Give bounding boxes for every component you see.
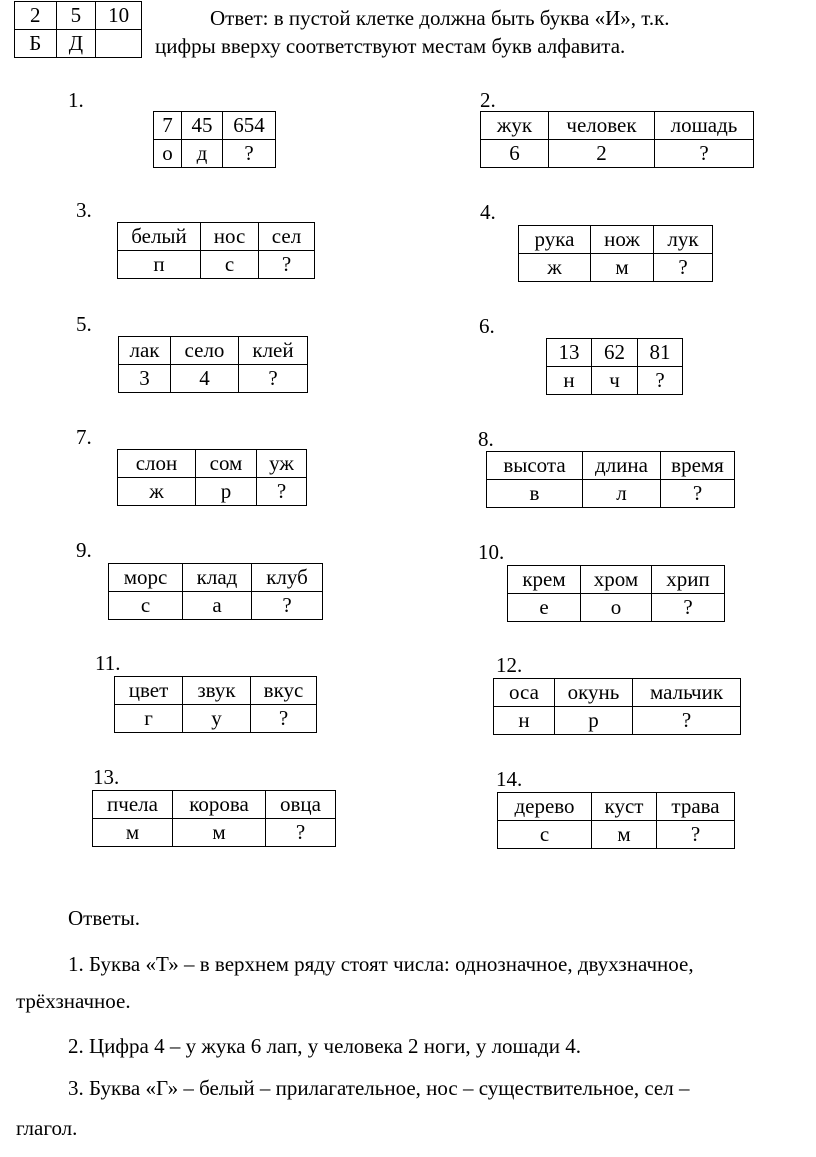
table-row xyxy=(487,452,735,480)
puzzle-table xyxy=(546,338,683,395)
table-cell: ? xyxy=(638,367,683,395)
table-cell: хром xyxy=(581,566,652,594)
puzzle-table xyxy=(117,222,315,279)
puzzle-number: 14. xyxy=(496,767,523,791)
puzzle-table xyxy=(118,336,308,393)
puzzle-number: 7. xyxy=(76,425,92,449)
table-cell: звук xyxy=(183,677,251,705)
puzzle-table xyxy=(117,449,307,506)
table-cell: л xyxy=(583,480,661,508)
table-row xyxy=(494,707,741,735)
table-row xyxy=(15,30,142,58)
example-answer-line-1: Ответ: в пустой клетке должна быть буква «И», т.к. xyxy=(210,6,670,30)
table-cell: нос xyxy=(201,223,259,251)
table-row xyxy=(494,679,741,707)
table-cell: сел xyxy=(259,223,315,251)
table-cell: 2 xyxy=(15,2,57,30)
table-cell: п xyxy=(118,251,201,279)
answer-3-line-2: глагол. xyxy=(16,1116,78,1140)
example-answer-line-2: цифры вверху соответствуют местам букв алфавита. xyxy=(155,34,626,58)
table-row xyxy=(109,564,323,592)
table-cell: село xyxy=(171,337,239,365)
table-cell: ? xyxy=(239,365,308,393)
table-cell: ж xyxy=(118,478,196,506)
table-cell: человек xyxy=(549,112,655,140)
table-cell: с xyxy=(201,251,259,279)
table-cell: цвет xyxy=(115,677,183,705)
answer-1-line-1: 1. Буква «Т» – в верхнем ряду стоят числа: однозначное, двухзначное, xyxy=(68,952,694,976)
puzzle-table xyxy=(114,676,317,733)
puzzle-number: 5. xyxy=(76,312,92,336)
table-cell: ? xyxy=(251,705,317,733)
table-row xyxy=(154,112,276,140)
table-cell: е xyxy=(508,594,581,622)
example-table xyxy=(14,1,142,58)
table-cell: хрип xyxy=(652,566,725,594)
table-cell: 654 xyxy=(223,112,276,140)
table-cell: белый xyxy=(118,223,201,251)
table-cell: сом xyxy=(196,450,257,478)
table-cell: о xyxy=(581,594,652,622)
table-row xyxy=(487,480,735,508)
table-cell: ч xyxy=(592,367,638,395)
table-cell: мальчик xyxy=(633,679,741,707)
puzzle-table xyxy=(480,111,754,168)
table-cell: 81 xyxy=(638,339,683,367)
puzzle-table xyxy=(518,225,713,282)
table-cell: клад xyxy=(183,564,252,592)
table-cell: м xyxy=(591,254,654,282)
table-row xyxy=(498,793,735,821)
table-cell: клей xyxy=(239,337,308,365)
puzzle-number: 1. xyxy=(68,88,84,112)
table-cell: н xyxy=(494,707,555,735)
table-cell: г xyxy=(115,705,183,733)
table-cell: 13 xyxy=(547,339,592,367)
puzzle-number: 12. xyxy=(496,653,523,677)
table-cell: уж xyxy=(257,450,307,478)
table-cell: рука xyxy=(519,226,591,254)
table-cell: куст xyxy=(592,793,657,821)
table-cell: окунь xyxy=(555,679,633,707)
table-cell: о xyxy=(154,140,182,168)
puzzle-table xyxy=(108,563,323,620)
table-cell: клуб xyxy=(252,564,323,592)
puzzle-table xyxy=(486,451,735,508)
table-cell: ? xyxy=(655,140,754,168)
table-row xyxy=(481,140,754,168)
puzzle-table xyxy=(493,678,741,735)
puzzle-table xyxy=(507,565,725,622)
table-row xyxy=(481,112,754,140)
table-cell: дерево xyxy=(498,793,592,821)
table-cell: вкус xyxy=(251,677,317,705)
puzzle-number: 3. xyxy=(76,198,92,222)
table-row xyxy=(519,254,713,282)
table-cell: ? xyxy=(223,140,276,168)
table-row xyxy=(508,594,725,622)
table-cell: высота xyxy=(487,452,583,480)
table-cell: Б xyxy=(15,30,57,58)
table-row xyxy=(119,337,308,365)
table-cell: лук xyxy=(654,226,713,254)
puzzle-number: 9. xyxy=(76,538,92,562)
table-cell: в xyxy=(487,480,583,508)
table-cell: р xyxy=(196,478,257,506)
table-cell xyxy=(96,30,142,58)
table-cell: Д xyxy=(56,30,96,58)
table-cell: ? xyxy=(252,592,323,620)
table-row xyxy=(118,223,315,251)
table-cell: м xyxy=(592,821,657,849)
table-row xyxy=(547,367,683,395)
table-cell: морс xyxy=(109,564,183,592)
table-cell: д xyxy=(182,140,223,168)
table-row xyxy=(93,819,336,847)
table-row xyxy=(154,140,276,168)
table-row xyxy=(15,2,142,30)
puzzle-number: 13. xyxy=(93,765,120,789)
table-row xyxy=(519,226,713,254)
table-cell: слон xyxy=(118,450,196,478)
table-cell: лошадь xyxy=(655,112,754,140)
table-cell: оса xyxy=(494,679,555,707)
puzzle-number: 8. xyxy=(478,427,494,451)
table-row xyxy=(498,821,735,849)
table-cell: пчела xyxy=(93,791,173,819)
table-cell: ж xyxy=(519,254,591,282)
table-cell: 5 xyxy=(56,2,96,30)
table-row xyxy=(508,566,725,594)
table-cell: ? xyxy=(633,707,741,735)
answer-3-line-1: 3. Буква «Г» – белый – прилагательное, нос – существительное, сел – xyxy=(68,1076,690,1100)
table-cell: 3 xyxy=(119,365,171,393)
table-cell: время xyxy=(661,452,735,480)
table-row xyxy=(118,478,307,506)
table-cell: нож xyxy=(591,226,654,254)
answer-1-line-2: трёхзначное. xyxy=(16,989,131,1013)
table-cell: 10 xyxy=(96,2,142,30)
table-cell: корова xyxy=(173,791,266,819)
table-row xyxy=(118,450,307,478)
answer-2: 2. Цифра 4 – у жука 6 лап, у человека 2 ноги, у лошади 4. xyxy=(68,1034,581,1058)
table-cell: с xyxy=(109,592,183,620)
table-cell: ? xyxy=(654,254,713,282)
table-cell: 4 xyxy=(171,365,239,393)
table-cell: ? xyxy=(652,594,725,622)
table-cell: жук xyxy=(481,112,549,140)
table-cell: 45 xyxy=(182,112,223,140)
table-cell: крем xyxy=(508,566,581,594)
table-cell: ? xyxy=(661,480,735,508)
table-cell: овца xyxy=(266,791,336,819)
table-cell: лак xyxy=(119,337,171,365)
table-row xyxy=(119,365,308,393)
puzzle-number: 10. xyxy=(478,540,505,564)
table-cell: ? xyxy=(657,821,735,849)
puzzle-table xyxy=(153,111,276,168)
table-cell: ? xyxy=(257,478,307,506)
table-row xyxy=(109,592,323,620)
table-cell: ? xyxy=(259,251,315,279)
puzzle-number: 6. xyxy=(479,314,495,338)
table-cell: 6 xyxy=(481,140,549,168)
table-cell: р xyxy=(555,707,633,735)
puzzle-number: 4. xyxy=(480,200,496,224)
table-row xyxy=(115,677,317,705)
table-cell: 7 xyxy=(154,112,182,140)
puzzle-table xyxy=(92,790,336,847)
table-cell: м xyxy=(93,819,173,847)
table-cell: м xyxy=(173,819,266,847)
table-row xyxy=(115,705,317,733)
table-cell: 2 xyxy=(549,140,655,168)
table-cell: трава xyxy=(657,793,735,821)
table-cell: 62 xyxy=(592,339,638,367)
table-cell: с xyxy=(498,821,592,849)
table-row xyxy=(547,339,683,367)
table-cell: длина xyxy=(583,452,661,480)
table-cell: а xyxy=(183,592,252,620)
table-cell: у xyxy=(183,705,251,733)
puzzle-number: 2. xyxy=(480,88,496,112)
table-row xyxy=(93,791,336,819)
table-cell: н xyxy=(547,367,592,395)
puzzle-number: 11. xyxy=(95,651,121,675)
table-row xyxy=(118,251,315,279)
table-cell: ? xyxy=(266,819,336,847)
puzzle-table xyxy=(497,792,735,849)
answers-heading: Ответы. xyxy=(68,906,140,930)
